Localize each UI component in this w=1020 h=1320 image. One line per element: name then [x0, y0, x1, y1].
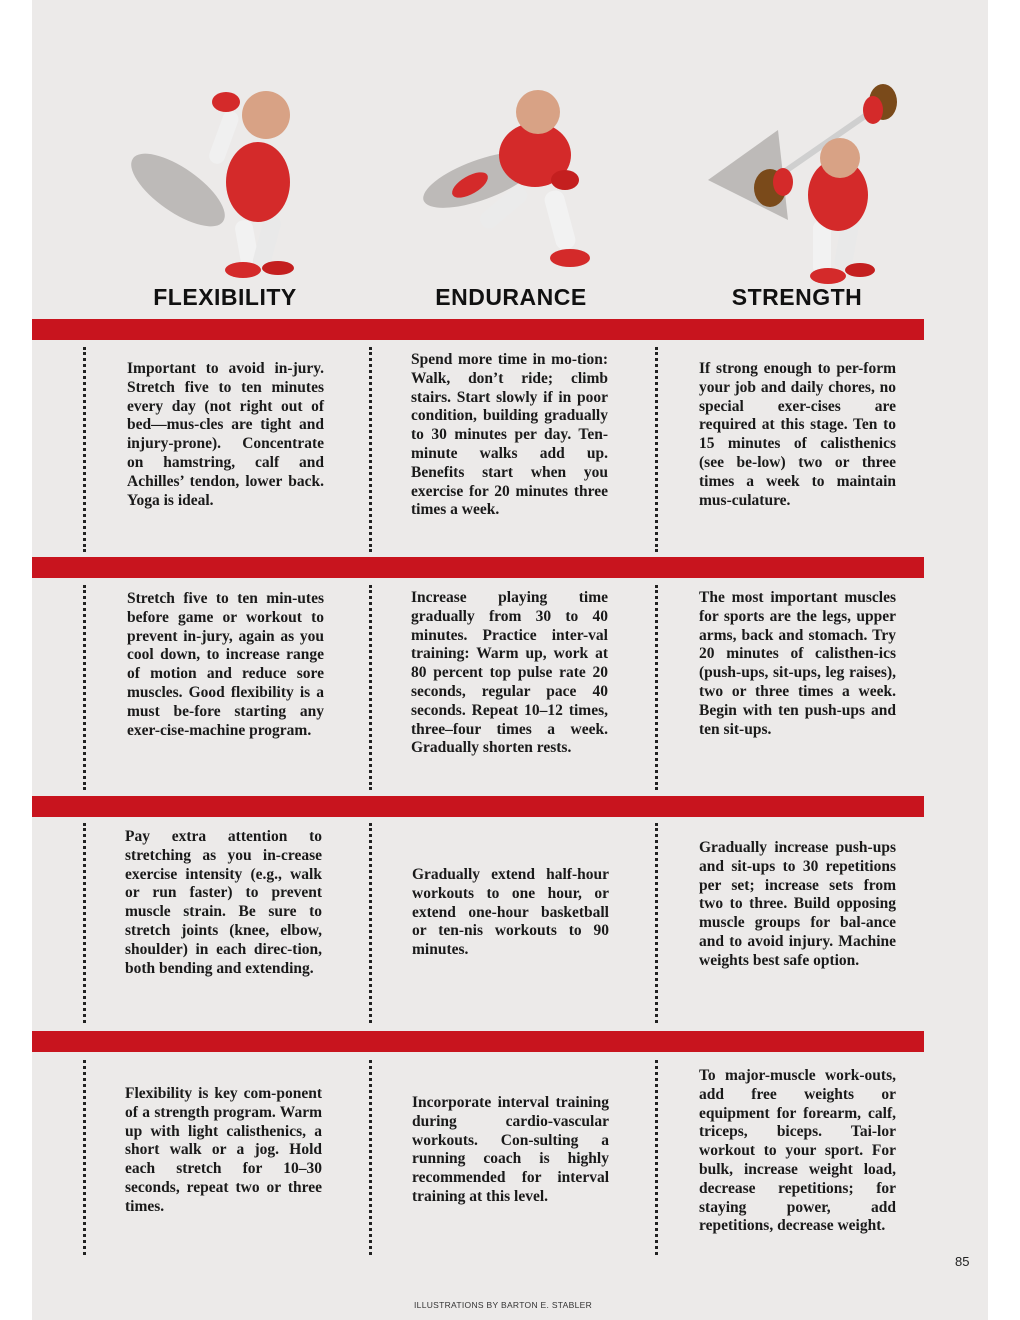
weightlifting-figure — [688, 70, 918, 290]
dotted-divider — [369, 823, 372, 1023]
cell-endurance-level-1: Spend more time in mo-tion: Walk, don’t ride; climb stairs. Start slowly if in poor condition, building gradually to 30 minutes per day. Ten-minute walks add up. Benefits start when you exercise for 20 minutes three times a week. — [411, 351, 608, 519]
illustration-credit: ILLUSTRATIONS BY BARTON E. STABLER — [414, 1300, 593, 1310]
dotted-divider — [369, 585, 372, 790]
dotted-divider — [655, 1060, 658, 1255]
cell-endurance-level-2: Increase playing time gradually from 30 to 40 minutes. Practice inter-val training: Warm up, work at 80 percent top pulse rate 20 seconds, regular pace 40 seconds. Repeat 10–12 times, three–four times a week. Gradually shorten rests. — [411, 589, 608, 757]
column-header-flexibility: FLEXIBILITY — [153, 284, 297, 310]
dotted-divider — [655, 347, 658, 552]
cell-strength-level-2: The most important muscles for sports are the legs, upper arms, back and stomach. Try 20 minutes of calisthen-ics (push-ups, sit-ups, leg raises), two or three times a week. Begin with ten push-ups and ten sit-ups. — [699, 589, 896, 738]
cell-endurance-level-3: Gradually extend half-hour workouts to one hour, or extend one-hour basketball or ten-nis workouts to 90 minutes. — [412, 866, 609, 959]
dotted-divider — [83, 347, 86, 552]
cell-flexibility-level-2: Stretch five to ten min-utes before game or workout to prevent in-jury, again as you cool down, to increase range of motion and reduce sore muscles. Good flexibility is a must be-fore starting any exer-cise-machine program. — [127, 590, 324, 739]
dotted-divider — [655, 823, 658, 1023]
cell-strength-level-1: If strong enough to per-form your job and daily chores, no special exer-cises are required at this stage. Ten to 15 minutes of calisthenics (see be-low) two or three times a week to maintain mus-culature. — [699, 360, 896, 509]
dotted-divider — [83, 823, 86, 1023]
cell-flexibility-level-3: Pay extra attention to stretching as you in-crease exercise intensity (e.g., walk or run faster) to prevent muscle strain. Be sure to stretch joints (knee, elbow, shoulder) in each direc-tion, both bending and extending. — [125, 828, 322, 977]
dotted-divider — [83, 585, 86, 790]
stretching-figure — [108, 70, 338, 290]
column-header-strength: STRENGTH — [731, 284, 863, 310]
red-divider-band — [32, 1031, 924, 1052]
dotted-divider — [655, 585, 658, 790]
cell-strength-level-3: Gradually increase push-ups and sit-ups to 30 repetitions per set; increase sets from two to three. Build opposing muscle groups for bal-ance and to avoid injury. Machine weights best safe option. — [699, 839, 896, 969]
red-divider-band — [32, 796, 924, 817]
dotted-divider — [369, 1060, 372, 1255]
cell-strength-level-4: To major-muscle work-outs, add free weights or equipment for forearm, calf, triceps, biceps. Tai-lor workout to your sport. For bulk, increase weight load, decrease repetitions; for staying power, add repetitions, decrease weight. — [699, 1067, 896, 1235]
cell-flexibility-level-1: Important to avoid in-jury. Stretch five to ten minutes every day (not right out of bed—mus-cles are tight and injury-prone). Concentrate on hamstring, calf and Achilles’ tendon, lower back. Yoga is ideal. — [127, 360, 324, 509]
dotted-divider — [83, 1060, 86, 1255]
red-divider-band — [32, 557, 924, 578]
running-figure — [400, 70, 630, 290]
cell-flexibility-level-4: Flexibility is key com-ponent of a strength program. Warm up with light calisthenics, a short walk or a jog. Hold each stretch for 10–30 seconds, repeat two or three times. — [125, 1085, 322, 1215]
cell-endurance-level-4: Incorporate interval training during cardio-vascular workouts. Con-sulting a running coach is highly recommended for interval training at this level. — [412, 1094, 609, 1205]
dotted-divider — [369, 347, 372, 552]
red-divider-band — [32, 319, 924, 340]
column-header-endurance: ENDURANCE — [435, 284, 587, 310]
page-number: 85 — [955, 1254, 970, 1269]
